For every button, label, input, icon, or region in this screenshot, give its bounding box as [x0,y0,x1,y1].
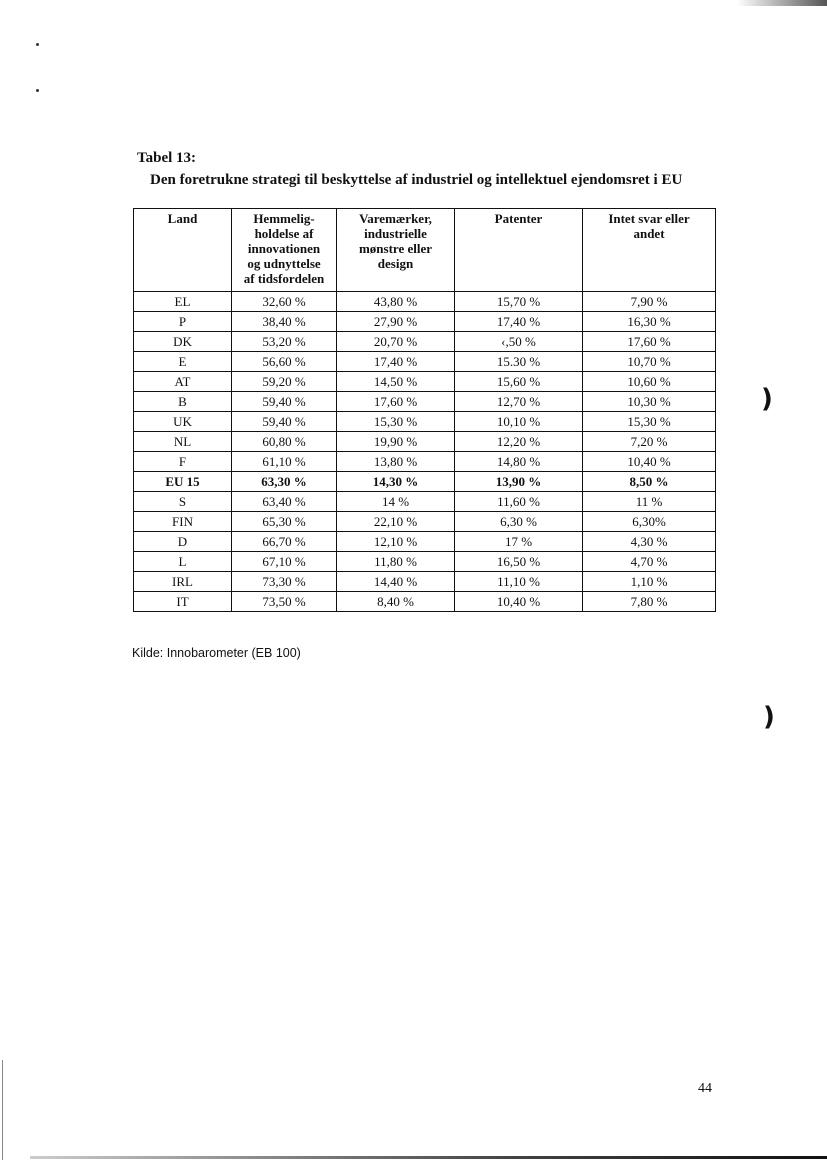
value-cell: 4,70 % [583,552,716,572]
value-cell: 38,40 % [232,312,337,332]
country-cell: EL [134,292,232,312]
value-cell: 22,10 % [337,512,455,532]
value-cell: 14 % [337,492,455,512]
value-cell: 63,40 % [232,492,337,512]
scan-edge [2,1060,3,1160]
value-cell: 20,70 % [337,332,455,352]
country-cell: P [134,312,232,332]
value-cell: 12,10 % [337,532,455,552]
column-header: Hemmelig- holdelse af innovationen og udnyttelse af tidsfordelen [232,209,337,292]
value-cell: 15,30 % [583,412,716,432]
country-cell: FIN [134,512,232,532]
table-body [134,292,716,612]
value-cell: 10,40 % [583,452,716,472]
table-row [134,372,716,392]
value-cell: 11,10 % [455,572,583,592]
value-cell: 32,60 % [232,292,337,312]
binder-hole-mark: ) [761,384,773,414]
value-cell: 13,80 % [337,452,455,472]
table-header-row [134,209,716,292]
value-cell: 56,60 % [232,352,337,372]
table-row [134,512,716,532]
country-cell: AT [134,372,232,392]
scan-artifact [737,0,827,6]
value-cell: 11 % [583,492,716,512]
value-cell: 67,10 % [232,552,337,572]
value-cell: 59,40 % [232,392,337,412]
value-cell: 7,80 % [583,592,716,612]
table-row [134,392,716,412]
table-row [134,552,716,572]
country-cell: L [134,552,232,572]
table-row [134,572,716,592]
value-cell: 73,50 % [232,592,337,612]
value-cell: 66,70 % [232,532,337,552]
value-cell: 7,20 % [583,432,716,452]
value-cell: 16,50 % [455,552,583,572]
value-cell: 63,30 % [232,472,337,492]
table-row [134,592,716,612]
value-cell: 14,80 % [455,452,583,472]
country-cell: S [134,492,232,512]
value-cell: 6,30% [583,512,716,532]
scan-dot [36,89,39,92]
column-header: Intet svar eller andet [583,209,716,292]
source-note: Kilde: Innobarometer (EB 100) [132,646,301,660]
value-cell: 17,40 % [455,312,583,332]
value-cell: 61,10 % [232,452,337,472]
country-cell: DK [134,332,232,352]
value-cell: 6,30 % [455,512,583,532]
value-cell: 73,30 % [232,572,337,592]
table-caption-number: Tabel 13: [137,150,197,166]
country-cell: EU 15 [134,472,232,492]
scan-dot [36,43,39,46]
value-cell: 16,30 % [583,312,716,332]
value-cell: 27,90 % [337,312,455,332]
value-cell: 11,60 % [455,492,583,512]
value-cell: 59,40 % [232,412,337,432]
value-cell: 12,20 % [455,432,583,452]
value-cell: 17 % [455,532,583,552]
column-header: Varemærker, industrielle mønstre eller design [337,209,455,292]
country-cell: NL [134,432,232,452]
value-cell: 13,90 % [455,472,583,492]
value-cell: 60,80 % [232,432,337,452]
value-cell: 15,70 % [455,292,583,312]
country-cell: IT [134,592,232,612]
table-row [134,532,716,552]
country-cell: F [134,452,232,472]
value-cell: 14,40 % [337,572,455,592]
value-cell: 1,10 % [583,572,716,592]
value-cell: 14,50 % [337,372,455,392]
value-cell: 17,60 % [583,332,716,352]
country-cell: E [134,352,232,372]
value-cell: 17,60 % [337,392,455,412]
value-cell: 43,80 % [337,292,455,312]
value-cell: 59,20 % [232,372,337,392]
value-cell: 53,20 % [232,332,337,352]
value-cell: 8,50 % [583,472,716,492]
value-cell: ‹,50 % [455,332,583,352]
value-cell: 15.30 % [455,352,583,372]
value-cell: 10,10 % [455,412,583,432]
binder-hole-mark: ) [763,702,775,732]
country-cell: IRL [134,572,232,592]
data-table [133,208,716,612]
value-cell: 10,70 % [583,352,716,372]
value-cell: 11,80 % [337,552,455,572]
value-cell: 10,30 % [583,392,716,412]
table-caption-title: Den foretrukne strategi til beskyttelse af industriel og intellektuel ejendomsret i EU [150,172,683,188]
value-cell: 14,30 % [337,472,455,492]
table-row [134,432,716,452]
table-row [134,292,716,312]
page-number: 44 [698,1081,712,1096]
value-cell: 4,30 % [583,532,716,552]
value-cell: 8,40 % [337,592,455,612]
country-cell: B [134,392,232,412]
value-cell: 15,30 % [337,412,455,432]
value-cell: 19,90 % [337,432,455,452]
column-header: Land [134,209,232,292]
value-cell: 17,40 % [337,352,455,372]
column-header: Patenter [455,209,583,292]
value-cell: 12,70 % [455,392,583,412]
table-row [134,492,716,512]
table-row [134,352,716,372]
value-cell: 10,40 % [455,592,583,612]
value-cell: 10,60 % [583,372,716,392]
value-cell: 15,60 % [455,372,583,392]
table-row [134,312,716,332]
country-cell: D [134,532,232,552]
table-row [134,452,716,472]
table-row [134,472,716,492]
value-cell: 7,90 % [583,292,716,312]
table-row [134,412,716,432]
scan-edge [30,1156,827,1159]
table-row [134,332,716,352]
value-cell: 65,30 % [232,512,337,532]
country-cell: UK [134,412,232,432]
